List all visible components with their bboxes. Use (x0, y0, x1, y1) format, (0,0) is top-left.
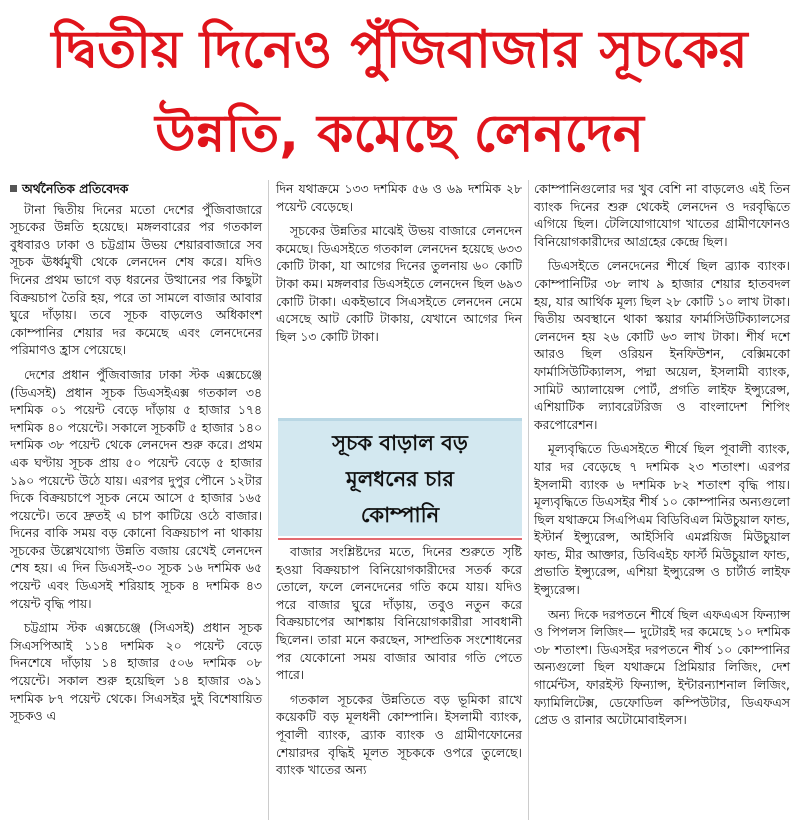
paragraph: কোম্পানিগুলোর দর খুব বেশি না বাড়লেও এই তিন ব্যাংক দিনের শুরু থেকেই লেনদেন ও দরবৃদ্ধিতে এগিয়ে ছিল। টেলিযোগাযোগ খাতের গ্রামীণফোনও বিনিয়োগকারীদের আগ্রহের কেন্দ্রে ছিল। (534, 181, 790, 249)
paragraph: গতকাল সূচকের উন্নতিতে বড় ভূমিকা রাখে কয়েকটি বড় মূলধনী কোম্পানি। ইসলামী ব্যাংক, পূবালী ব্যাংক, ব্র্যাক ব্যাংক ও গ্রামীণফোনের শেয়ারদর বৃদ্ধিই মূলত সূচককে ওপরে তুলেছে। ব্যাংক খাতের অন্য (276, 691, 522, 778)
headline-line-1: দ্বিতীয় দিনেও পুঁজিবাজার সূচকের (51, 20, 748, 80)
column-2-bottom (276, 543, 522, 823)
column-divider (528, 180, 529, 820)
byline-text: অর্থনৈতিক প্রতিবেদক (22, 181, 129, 196)
paragraph: টানা দ্বিতীয় দিনের মতো দেশের পুঁজিবাজারে সূচকের উন্নতি হয়েছে। মঙ্গলবারের পর গতকাল বুধবারও ঢাকা ও চট্টগ্রাম উভয় শেয়ারবাজারে সব সূচক ঊর্ধ্বমুখী থেকে লেনদেন শেষ করে। যদিও দিনের প্রথম ভাগে বড় ধরনের উত্থানের পর কিছুটা বিক্রয়চাপ তৈরি হয়, পরে তা সামলে বাজার আবার ঘুরে দাঁড়ায়। তবে সূচক বাড়লেও অধিকাংশ কোম্পানির শেয়ার দর কমেছে এবং লেনদেনের পরিমাণও হ্রাস পেয়েছে। (10, 201, 262, 358)
paragraph: সূচকের উন্নতির মাঝেই উভয় বাজারে লেনদেন কমেছে। ডিএসইতে গতকাল লেনদেন হয়েছে ৬৩৩ কোটি টাকা, যা আগের দিনের তুলনায় ৬০ কোটি টাকা কম। মঙ্গলবার ডিএসইতে লেনদেন ছিল ৬৯৩ কোটি টাকা। একইভাবে সিএসইতে লেনদেন নেমে এসেছে আট কোটি টাকায়, যেখানে আগের দিন ছিল ১৩ কোটি টাকা। (276, 223, 522, 344)
pull-quote-line-1: সূচক বাড়াল বড় (332, 431, 468, 455)
column-3 (534, 180, 790, 820)
byline (10, 180, 262, 198)
pull-quote-underline (278, 538, 522, 540)
pull-quote-line-2: মূলধনের চার (346, 467, 454, 491)
column-divider (268, 180, 269, 820)
column-1 (10, 180, 262, 820)
pull-quote-box (278, 418, 522, 536)
paragraph: দিন যথাক্রমে ১৩৩ দশমিক ৫৬ ও ৬৯ দশমিক ২৮ পয়েন্ট বেড়েছে। (276, 181, 522, 214)
pull-quote-line-3: কোম্পানি (360, 503, 440, 527)
headline-line-2: উন্নতি, কমেছে লেনদেন (155, 104, 644, 164)
paragraph: অন্য দিকে দরপতনে শীর্ষে ছিল এফএএস ফিন্যান্স ও পিপলস লিজিং— দুটোরই দর কমেছে ১০ দশমিক ৩৮ শতাংশ। ডিএসইর দরপতনে শীর্ষ ১০ কোম্পানির অন্যগুলো ছিল যথাক্রমে প্রিমিয়ার লিজিং, দেশ গার্মেন্টস, ফারইস্ট ফিন্যান্স, ইন্টারন্যাশনাল লিজিং, ফ্যামিলিটেক্স, ডেফোডিল কম্পিউটার, ডিএফএস প্রেড ও রানার অটোমোবাইলস। (534, 606, 790, 728)
bullet-icon (10, 185, 17, 192)
paragraph: চট্টগ্রাম স্টক এক্সচেঞ্জে (সিএসই) প্রধান সূচক সিএসপিআই ১১৪ দশমিক ২০ পয়েন্ট বেড়ে দিনশেষে দাঁড়ায় ১৪ হাজার ৫০৬ দশমিক ০৮ পয়েন্টে। সকাল শুরু হয়েছিল ১৪ হাজার ৩৯১ দশমিক ৮৭ পয়েন্ট থেকে। সিএসইর দুই বিশেষায়িত সূচকও এ (10, 620, 262, 724)
paragraph: দেশের প্রধান পুঁজিবাজার ঢাকা স্টক এক্সচেঞ্জে (ডিএসই) প্রধান সূচক ডিএসইএক্স গতকাল ৩৪ দশমিক ০১ পয়েন্ট বেড়ে দাঁড়ায় ৫ হাজার ১৭৪ দশমিক ৪০ পয়েন্টে। সকালে সূচকটি ৫ হাজার ১৪০ দশমিক ৩৮ পয়েন্ট থেকে লেনদেন শুরু করে। প্রথম এক ঘণ্টায় সূচক প্রায় ৫০ পয়েন্ট বেড়ে ৫ হাজার ১৯০ পয়েন্টে উঠে যায়। এরপর দুপুর পৌনে ১২টার দিকে বিক্রয়চাপে সূচক নেমে আসে ৫ হাজার ১৬৫ পয়েন্টে। তবে দ্রুতই এ চাপ কাটিয়ে ওঠে বাজার। দিনের বাকি সময় বড় কোনো বিক্রয়চাপ না থাকায় সূচকের উল্লেখযোগ্য উন্নতি বজায় রেখেই লেনদেন শেষ হয়। এ দিন ডিএসই-৩০ সূচক ১৬ দশমিক ৬৫ পয়েন্ট এবং ডিএসই শরিয়াহ সূচক ৪ দশমিক ৪৩ পয়েন্ট বৃদ্ধি পায়। (10, 366, 262, 611)
headline (0, 8, 799, 176)
column-2-top (276, 180, 522, 344)
paragraph: মূল্যবৃদ্ধিতে ডিএসইতে শীর্ষে ছিল পূবালী ব্যাংক, যার দর বেড়েছে ৭ দশমিক ২৩ শতাংশ। এরপর ইসলামী ব্যাংক ৬ দশমিক ৮২ শতাংশ বৃদ্ধি পায়। মূল্যবৃদ্ধিতে ডিএসইর শীর্ষ ১০ কোম্পানির অন্যগুলো ছিল যথাক্রমে সিএপিএম বিডিবিএল মিউচুয়াল ফান্ড, ইস্টার্ন ইন্স্যুরেন্স, আইসিবি এমপ্লয়িজ মিউচুয়াল ফান্ড, মীর আক্তার, ডিবিএইচ ফার্স্ট মিউচুয়াল ফান্ড, প্রভাতি ইন্স্যুরেন্স, এশিয়া ইন্স্যুরেন্স ও চার্টার্ড লাইফ ইন্স্যুরেন্স। (534, 441, 790, 598)
paragraph: বাজার সংশ্লিষ্টদের মতে, দিনের শুরুতে সৃষ্টি হওয়া বিক্রয়চাপ বিনিয়োগকারীদের সতর্ক করে তোলে, ফলে লেনদেনের গতি কমে যায়। যদিও পরে বাজার ঘুরে দাঁড়ায়, তবুও নতুন করে বিক্রয়চাপের আশঙ্কায় বিনিয়োগকারীরা সাবধানী ছিলেন। তারা মনে করছেন, সাম্প্রতিক সংশোধনের পর যেকোনো সময় বাজার আবার গতি পেতে পারে। (276, 544, 522, 683)
paragraph: ডিএসইতে লেনদেনের শীর্ষে ছিল ব্র্যাক ব্যাংক। কোম্পানিটির ৩৮ লাখ ৯ হাজার শেয়ার হাতবদল হয়, যার আর্থিক মূল্য ছিল ২৮ কোটি ১০ লাখ টাকা। দ্বিতীয় অবস্থানে থাকা স্কয়ার ফার্মাসিউটিক্যালসের লেনদেন হয় ২৬ কোটি ৬৩ লাখ টাকা। শীর্ষ দশে আরও ছিল ওরিয়ন ইনফিউশন, বেক্সিমকো ফার্মাসিউটিক্যালস, পদ্মা অয়েল, ইসলামী ব্যাংক, সামিট অ্যালায়েন্স পোর্ট, প্রগতি লাইফ ইন্স্যুরেন্স, এশিয়াটিক ল্যাবরেটরিজ ও বাংলাদেশ শিপিং করপোরেশন। (534, 258, 790, 432)
